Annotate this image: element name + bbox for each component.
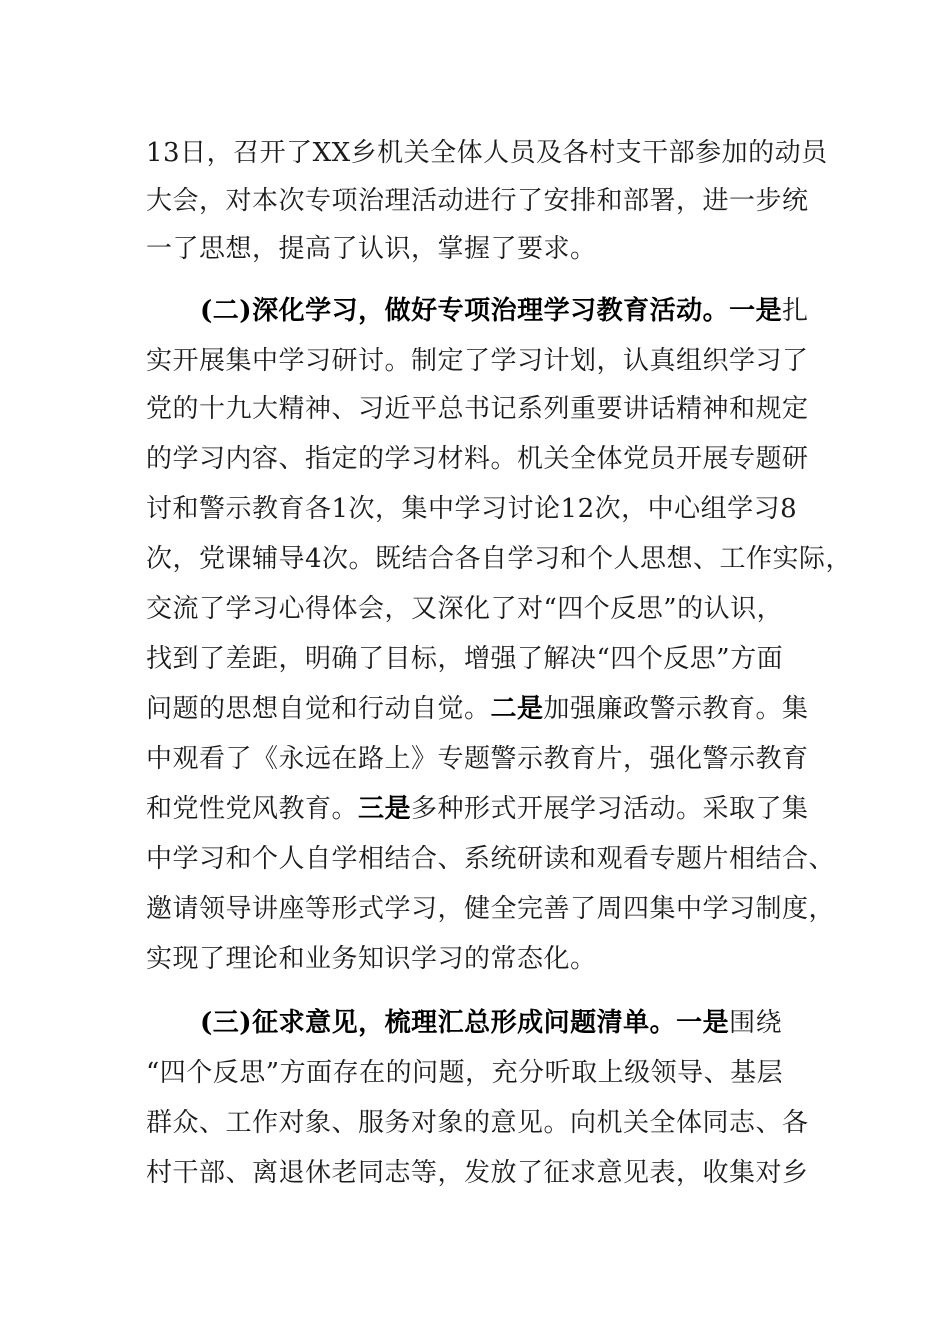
paragraph-2-line-11-post: 多种形式开展学习活动。采取了集 (411, 794, 809, 824)
paragraph-1-line-1: 13日，召开了XX乡机关全体人员及各村支干部参加的动员 (146, 138, 828, 168)
point-marker-one-p3: 一是 (676, 1008, 730, 1038)
paragraph-2-line-12: 中学习和个人自学相结合、系统研读和观看专题片相结合、 (146, 844, 836, 874)
paragraph-2-line-14: 实现了理论和业务知识学习的常态化。 (146, 944, 597, 974)
paragraph-2-line-1 (200, 296, 809, 326)
paragraph-2-line-2: 实开展集中学习研讨。制定了学习计划，认真组织学习了 (146, 346, 809, 376)
point-marker-one: 一是 (729, 296, 783, 326)
paragraph-2-line-3: 党的十九大精神、习近平总书记系列重要讲话精神和规定 (146, 394, 809, 424)
paragraph-3-line-2: “四个反思”方面存在的问题，充分听取上级领导、基层 (146, 1058, 784, 1088)
point-marker-two: 二是 (490, 694, 544, 724)
paragraph-2-line-11 (146, 794, 809, 824)
paragraph-2-line-9-post: 加强廉政警示教育。集 (543, 694, 809, 724)
paragraph-2-line-9-pre: 问题的思想自觉和行动自觉。 (146, 694, 491, 724)
paragraph-3-line-1 (200, 1008, 782, 1038)
section-heading-3: (三)征求意见，梳理汇总形成问题清单。 (200, 1008, 677, 1038)
paragraph-2-line-13: 邀请领导讲座等形式学习，健全完善了周四集中学习制度， (146, 894, 836, 924)
paragraph-2-line-4: 的学习内容、指定的学习材料。机关全体党员开展专题研 (146, 444, 809, 474)
paragraph-3-line-1-rest: 围绕 (729, 1008, 783, 1038)
paragraph-2-line-5: 讨和警示教育各1次，集中学习讨论12次，中心组学习8 (146, 494, 798, 524)
paragraph-1-line-2: 大会，对本次专项治理活动进行了安排和部署，进一步统 (146, 186, 809, 216)
paragraph-3-line-3: 群众、工作对象、服务对象的意见。向机关全体同志、各 (146, 1108, 809, 1138)
paragraph-2-line-6: 次，党课辅导4次。既结合各自学习和个人思想、工作实际， (146, 544, 853, 574)
paragraph-2-line-11-pre: 和党性党风教育。 (146, 794, 359, 824)
section-heading-2: (二)深化学习，做好专项治理学习教育活动。 (200, 296, 730, 326)
paragraph-1-line-3: 一了思想，提高了认识，掌握了要求。 (146, 234, 597, 264)
paragraph-2-line-10: 中观看了《永远在路上》专题警示教育片，强化警示教育 (146, 744, 809, 774)
paragraph-2-line-1-rest: 扎 (782, 296, 809, 326)
point-marker-three: 三是 (358, 794, 412, 824)
paragraph-2-line-9 (146, 694, 809, 724)
paragraph-3-line-4: 村干部、离退休老同志等，发放了征求意见表，收集对乡 (146, 1158, 809, 1188)
paragraph-2-line-7: 交流了学习心得体会，又深化了对“四个反思”的认识， (146, 594, 784, 624)
paragraph-2-line-8: 找到了差距，明确了目标，增强了解决“四个反思”方面 (146, 644, 784, 674)
